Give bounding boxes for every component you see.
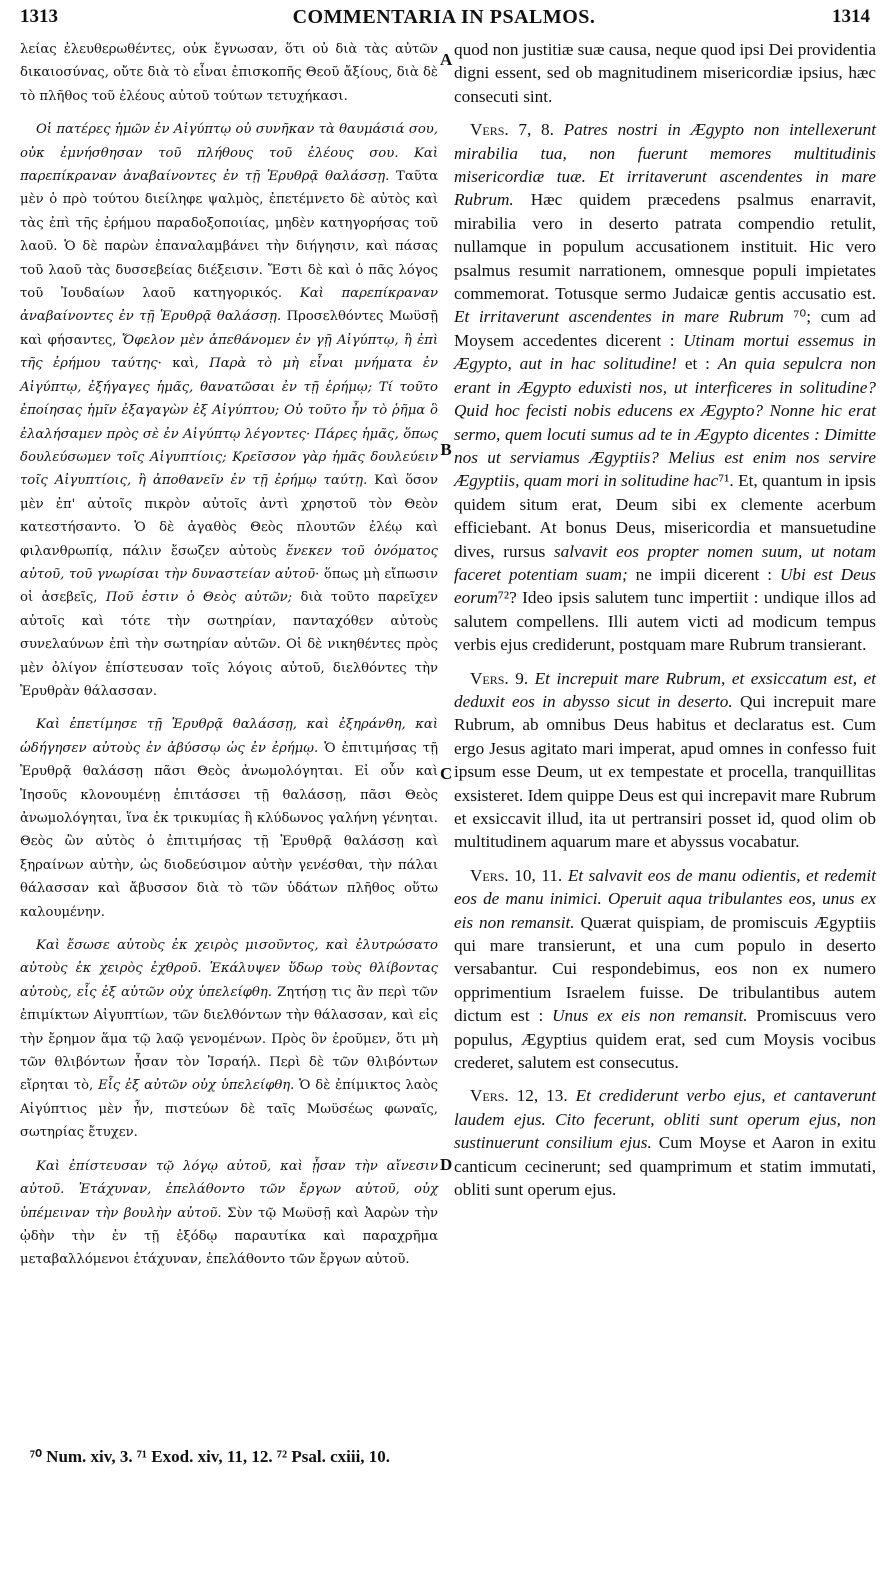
commentary-text: Qui increpuit mare Rubrum, ab omnibus Deus habitus et declaratus est. Cum ergo Jesus agitato mari imperat, apud omnes in confesso fuit ipsum esse Deum, ut ex tempestate et procella, tranquillitas exsisteret. Idem quippe Deus est qui increpavit mare Rubrum et exsiccavit illud, ita ut pertransiri posset id, quod olim ob multitudinem aquarum mare et abyssus vocabatur. xyxy=(454,691,876,852)
greek-paragraph xyxy=(20,1155,438,1272)
scripture-quote: Ὄφελον μὲν ἀπεθάνομεν ἐν γῇ Αἰγύπτῳ, ἢ ἐπὶ τῆς ἐρήμου ταύτης xyxy=(20,332,439,372)
margin-marker-a: A xyxy=(440,50,453,69)
commentary-text: Quærat quispiam, de promiscuis Ægyptiis qui mare transierunt, et una cum populo in deserto versabantur. Cui respondebimus, eos non ex numero opprimentium Israelem fuisse. De tribulantibus autem dictum est : xyxy=(454,912,876,1026)
scripture-quote: salvavit eos propter nomen suum, ut notam faceret potentiam suam; xyxy=(454,541,876,584)
verse-number: Vers. 9. xyxy=(470,668,529,688)
verse-number: Vers. 7, 8. xyxy=(470,120,554,140)
commentary-text: · ὅπως μὴ εἴπωσιν οἱ ἀσεβεῖς, xyxy=(20,566,438,606)
greek-column xyxy=(20,38,438,1282)
margin-marker-c: C xyxy=(440,764,453,783)
running-header xyxy=(14,6,874,30)
scripture-quote: An quia sepulcra non erant in Ægypto eduxisti nos, ut interficeres in solitudine? Quid hoc fecisti nobis educens ex Ægypto? Nonne hic erat sermo, quem locuti sumus ad te in Ægypto dicentes : Dimitte nos ut serviamus Ægyptiis? Melius est enim nos servire Ægyptiis, quam mori in solitudine hac xyxy=(454,354,876,491)
latin-paragraph xyxy=(454,864,876,1075)
commentary-text: Προσελθόντες Μωϋσῇ καὶ φήσαντες, xyxy=(20,309,438,348)
latin-paragraph xyxy=(454,1084,876,1201)
scripture-quote: Καὶ παρεπίκραναν ἀναβαίνοντες ἐν τῇ Ἐρυθρᾷ θαλάσσῃ. xyxy=(20,286,439,325)
scripture-quote: Unus ex eis non remansit. xyxy=(552,1006,748,1026)
commentary-text: Ὁ δὲ ἐπίμικτος λαὸς Αἰγύπτιος μὲν ἦν, πιστεύων δὲ ταῖς Μωϋσέως φωναῖς, σωτηρίας ἔτυχεν. xyxy=(20,1078,439,1141)
commentary-text: Hæc quidem præcedens psalmus enarravit, mirabilia vero in deserto patrata compendio retulit, nullamque in populum accusationem instituit. Hic vero psalmus resumit narrationem, omnesque populi impietates commemorat. Totusque sermo Judaicæ gentis accusatio est. xyxy=(454,190,876,304)
commentary-text: Promiscuus vero populus, Ægyptius quidem erat, sed cum Moysis vocibus crederet, salutem est consecutus. xyxy=(454,1006,877,1073)
scripture-quote: Et increpuit mare Rubrum, et exsiccatum est, et deduxit eos in abysso sicut in deserto. xyxy=(454,668,876,711)
commentary-text: λείας ἐλευθερωθέντες, οὐκ ἔγνωσαν, ὅτι οὐ διὰ τὰς αὐτῶν δικαιοσύνας, οὔτε διὰ τὸ εἶναι ἐπισκοπῆς Θεοῦ ἄξίους, διὰ δὲ τὸ πλῆθος τοῦ ἐλέους αὐτοῦ τούτων τετυχήκασι. xyxy=(20,42,438,104)
footnotes: ⁷⁰ Num. xiv, 3. ⁷¹ Exod. xiv, 11, 12. ⁷² Psal. cxiii, 10. xyxy=(30,1447,391,1466)
running-title: COMMENTARIA IN PSALMOS. xyxy=(292,6,596,28)
commentary-text: Ταῦτα μὲν ὁ πρὸ τούτου διείληφε ψαλμὸς, ἐπετέμνετο δὲ αὐτὸς καὶ τὰς ἐπὶ τῆς ἐρήμου παραδοξοποιίας, μηδὲν κατηγορήσας τοῦ λαοῦ. Ὁ δὲ παρὼν ἐπαναλαμβάνει τὴν διήγησιν, καὶ πάσας τοῦ λαοῦ τὰς δυσσεβείας διέξεισιν. Ἔστι δὲ καὶ ὁ πᾶς λόγος τοῦ Ἰουδαίων λαοῦ κατηγορικός. xyxy=(20,169,438,302)
scripture-quote: Et salvavit eos de manu odientis, et redemit eos de manu inimici. Operuit aqua tribulantes eos, unus ex eis non remansit. xyxy=(454,865,876,932)
latin-paragraph xyxy=(454,118,876,656)
scripture-quote: Utinam mortui essemus in Ægypto, aut in hac solitudine! xyxy=(454,330,877,374)
commentary-text: Ζητήσῃ τις ἂν περὶ τῶν ἐπιμίκτων Αἰγυπτίων, τῶν διελθόντων τὴν θάλασσαν, καὶ εἰς τὴν ἔρημον ἅμα τῷ λαῷ γενομένων. Πρὸς ὃν ἐροῦμεν, ὅτι μὴ τῶν θλιβόντων ἦσαν τὸν Ἰσραήλ. Περὶ δὲ τῶν θλιβόντων εἴρηται τὸ, xyxy=(20,984,438,1094)
scripture-quote: Ubi est Deus eorum xyxy=(454,564,876,608)
scripture-quote: Et irritaverunt ascendentes in mare Rubrum xyxy=(454,307,784,327)
verse-number: Vers. 10, 11. xyxy=(470,865,563,885)
greek-paragraph xyxy=(20,38,438,108)
greek-paragraph xyxy=(20,934,438,1145)
scripture-quote: Οἱ πατέρες ἡμῶν ἐν Αἰγύπτῳ οὐ συνῆκαν τὰ θαυμάσιά σου, οὐκ ἐμνήσθησαν τοῦ πλήθους τοῦ ἐλέους σου. Καὶ παρεπίκραναν ἀναβαίνοντες ἐν τῇ Ἐρυθρᾷ θαλάσσῃ. xyxy=(20,122,438,185)
scripture-quote: Παρὰ τὸ μὴ εἶναι μνήματα ἐν Αἰγύπτῳ, ἐξήγαγες ἡμᾶς, θανατῶσαι ἐν τῇ ἐρήμῳ; Τί τοῦτο ἐποίησας ἡμῖν ἐξαγαγὼν ἐξ Αἰγύπτου; Οὐ τοῦτο ἦν τὸ ῥῆμα ὃ ἐλαλήσαμεν πρὸς σὲ ἐν Αἰγύπτῳ λέγοντες· Πάρες ἡμᾶς, ὅπως δουλεύσωμεν τοῖς Αἰγυπτίοις; Κρεῖσσον γὰρ ἡμᾶς δουλεύειν τοῖς Αἰγυπτίοις, ἢ ἀποθανεῖν ἐν τῇ ἐρήμῳ ταύτῃ. xyxy=(20,356,438,489)
commentary-text: ⁷²? Ideo ipsis salutem tunc impertiit : undique illos ad salutem compellens. Illi autem victi ad modicum tempus verbis ejus crediderunt, postquam mare Rubrum transierant. xyxy=(454,588,876,655)
greek-paragraph xyxy=(20,118,438,703)
page-number-right: 1314 xyxy=(832,6,870,27)
latin-paragraph xyxy=(454,667,876,854)
scripture-quote: Καὶ ἔσωσε αὐτοὺς ἐκ χειρὸς μισοῦντος, καὶ ἐλυτρώσατο αὐτοὺς ἐκ χειρὸς ἐχθροῦ. Ἐκάλυψεν ὕδωρ τοὺς θλίβοντας αὐτοὺς, εἷς ἐξ αὐτῶν οὐχ ὑπελείφθη. xyxy=(20,938,438,1000)
verse-number: Vers. 12, 13. xyxy=(470,1086,568,1106)
commentary-text: Καὶ ὅσον μὲν ἐπ' αὐτοῖς πικρὸν αὐτοῖς ἀντὶ χρηστοῦ τὸν Θεὸν κατεστήσαντο. Ὁ δὲ ἀγαθὸς Θεὸς πλουτῶν ἐλέῳ καὶ φιλανθρωπίᾳ, πάλιν ἔσωζεν αὐτοὺς xyxy=(20,473,438,559)
scripture-quote: Patres nostri in Ægypto non intellexerunt mirabilia tua, non fuerunt memores multitudinis misericordiæ tuæ. Et irritaverunt ascendentes in mare Rubrum. xyxy=(454,120,876,210)
commentary-text: ⁷⁰; cum ad Moysem accedentes dicerent : xyxy=(454,307,876,350)
scripture-quote: Εἷς ἐξ αὐτῶν οὐχ ὑπελείφθη. xyxy=(98,1078,295,1094)
latin-column xyxy=(454,38,876,1212)
margin-marker-b: B xyxy=(440,440,452,459)
commentary-text: ne impii dicerent : xyxy=(627,564,780,584)
scripture-quote: Ποῦ ἐστιν ὁ Θεὸς αὐτῶν; xyxy=(105,590,293,606)
commentary-text: Cum Moyse et Aaron in exitu canticum cecinerunt; sed quamprimum et statim immutati, obliti sunt operum ejus. xyxy=(454,1133,877,1200)
commentary-text: Σὺν τῷ Μωϋσῇ καὶ Ἀαρὼν τὴν ᾠδὴν τὴν ἐν τῇ ἐξόδῳ παραυτίκα καὶ παραχρῆμα μεταβαλλόμενοι ἐτάχυναν, ἐπελάθοντο τῶν ἔργων αὐτοῦ. xyxy=(20,1205,439,1268)
commentary-text: Ὁ ἐπιτιμήσας τῇ Ἐρυθρᾷ θαλάσσῃ πᾶσι Θεὸς ἀνωμολόγηται. Εἰ οὖν καὶ Ἰησοῦς κλονουμένῃ ἐπιτάσσει τῇ θαλάσσῃ, πᾶσι Θεὸς ἀνωμολόγηται, ἵνα ἐκ τρικυμίας ἢ κλύδωνος γαλήνη γένηται. Θεὸς ὢν αὐτὸς ὁ ἐπιτιμήσας τῇ Ἐρυθρᾷ θαλάσσῃ καὶ ξηραίνων αὐτὴν, ὡς διοδεύσιμον αὐτὴν γενέσθαι, τὴν πάλαι θάλασσαν καὶ ἄβυσσον διὰ τὸ τῶν ὑδάτων πλῆθος οὕτω καλουμένην. xyxy=(20,740,438,920)
scripture-quote: Καὶ ἐπίστευσαν τῷ λόγῳ αὐτοῦ, καὶ ᾖσαν τὴν αἴνεσιν αὐτοῦ. Ἐτάχυναν, ἐπελάθοντο τῶν ἔργων αὐτοῦ, οὐχ ὑπέμειναν τὴν βουλὴν αὐτοῦ. xyxy=(20,1158,438,1221)
greek-paragraph xyxy=(20,713,438,924)
commentary-text: ⁷¹. Et, quantum in ipsis quidem situm erat, Deum sibi ex clemente acerbum efficiebant. At bonus Deus, misericordia et mansuetudine dives, rursus xyxy=(454,471,876,561)
commentary-text: quod non justitiæ suæ causa, neque quod ipsi Dei providentia digni essent, sed ob magnitudinem misericordiæ ipsius, hæc consecuti sint. xyxy=(454,40,877,106)
latin-paragraph xyxy=(454,38,876,108)
commentary-text: · καὶ, xyxy=(157,356,210,372)
scripture-quote: Et crediderunt verbo ejus, et cantaverunt laudem ejus. Cito fecerunt, obliti sunt operum ejus, non sustinuerunt consilium ejus. xyxy=(454,1086,876,1153)
commentary-text: διὰ τοῦτο παρεῖχεν αὐτοῖς καὶ τότε τὴν σωτηρίαν, πανταχόθεν αὐτοὺς συνελαύνων ἐπὶ τὴν σωτηρίαν αὐτῶν. Οἱ δὲ νικηθέντες πρὸς μὲν ὀλίγον ἐπίστευσαν τοῖς λόγοις αὐτοῦ, διελθόντες τὴν Ἐρυθρὰν θάλασσαν. xyxy=(20,590,438,699)
commentary-text: et : xyxy=(676,354,718,374)
margin-marker-d: D xyxy=(440,1155,453,1174)
page-number-left: 1313 xyxy=(20,6,58,27)
scripture-quote: ἕνεκεν τοῦ ὀνόματος αὐτοῦ, τοῦ γνωρίσαι τὴν δυναστείαν αὐτοῦ xyxy=(20,543,439,582)
scripture-quote: Καὶ ἐπετίμησε τῇ Ἐρυθρᾷ θαλάσσῃ, καὶ ἐξηράνθη, καὶ ὡδήγησεν αὐτοὺς ἐν ἀβύσσῳ ὡς ἐν ἐρήμῳ. xyxy=(20,717,438,756)
